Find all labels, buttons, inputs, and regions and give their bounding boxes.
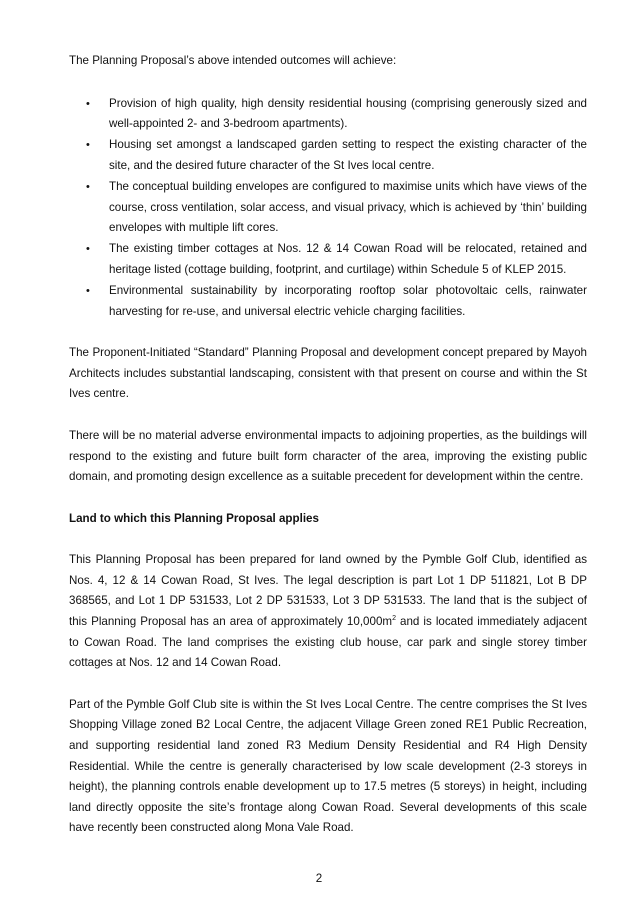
bullet-icon: • <box>86 243 90 256</box>
list-item <box>69 177 587 239</box>
list-item <box>69 239 587 280</box>
list-item <box>69 94 587 135</box>
list-item-text: The existing timber cottages at Nos. 12 & 14 Cowan Road will be relocated, retained and heritage listed (cottage building, footprint, and curtilage) within Schedule 5 of KLEP 2015. <box>109 242 587 276</box>
list-item-text: Housing set amongst a landscaped garden setting to respect the existing character of the site, and the desired future character of the St Ives local centre. <box>109 138 587 172</box>
list-item-text: Provision of high quality, high density residential housing (comprising generously sized and well-appointed 2- and 3-bedroom apartments). <box>109 96 587 131</box>
list-item <box>69 281 587 322</box>
land-description-text-a: This Planning Proposal has been prepared for land owned by the Pymble Golf Club, identified as Nos. 4, 12 & 14 Cowan Road, St Ives. The legal description is part Lot 1 DP 511821, Lot B DP 368565, and Lot 1 DP 531533, Lot 2 DP 531533, Lot 3 DP 531533. The land that is the subject of this Planning Proposal has an area of approximately 10,000m <box>69 553 587 629</box>
land-description-text-b: and is located immediately adjacent to Cowan Road. The land comprises the existing club house, car park and single storey timber cottages at Nos. 12 and 14 Cowan Road. <box>69 615 587 670</box>
intro-paragraph: The Planning Proposal’s above intended outcomes will achieve: <box>69 54 397 67</box>
list-item-text: The conceptual building envelopes are configured to maximise units which have views of the course, cross ventilation, solar access, and visual privacy, which is achieved by ‘thin’ building envelopes with multiple lift cores. <box>109 179 587 235</box>
outcomes-list <box>69 94 587 323</box>
bullet-icon: • <box>86 139 90 152</box>
land-description-paragraph <box>69 550 587 674</box>
local-centre-paragraph: Part of the Pymble Golf Club site is within the St Ives Local Centre. The centre comprises the St Ives Shopping Village zoned B2 Local Centre, the adjacent Village Green zoned RE1 Public Recreation, and supporting residential land zoned R3 Medium Density Residential and R4 High Density Residential. While the centre is generally characterised by low scale development (2-3 storeys in height), the planning controls enable development up to 17.5 metres (5 storeys) in height, including land directly opposite the site’s frontage along Cowan Road. Several developments of this scale have recently been constructed along Mona Vale Road. <box>69 697 587 835</box>
page-number: 2 <box>315 872 323 885</box>
list-item <box>69 135 587 176</box>
bullet-icon: • <box>86 180 90 193</box>
bullet-icon: • <box>86 97 90 110</box>
landscaping-paragraph: The Proponent-Initiated “Standard” Planning Proposal and development concept prepared by Mayoh Architects includes substantial landscaping, consistent with that present on course and within the St Ives centre. <box>69 346 587 401</box>
section-heading: Land to which this Planning Proposal applies <box>69 511 319 525</box>
impacts-paragraph: There will be no material adverse environmental impacts to adjoining properties, as the buildings will respond to the existing and future built form character of the area, improving the existing public domain, and promoting design excellence as a suitable precedent for development within the centre. <box>69 428 587 484</box>
bullet-icon: • <box>86 284 90 297</box>
superscript-two: 2 <box>392 615 396 623</box>
page-content <box>69 51 587 839</box>
list-item-text: Environmental sustainability by incorporating rooftop solar photovoltaic cells, rainwater harvesting for re-use, and universal electric vehicle charging facilities. <box>109 283 587 318</box>
